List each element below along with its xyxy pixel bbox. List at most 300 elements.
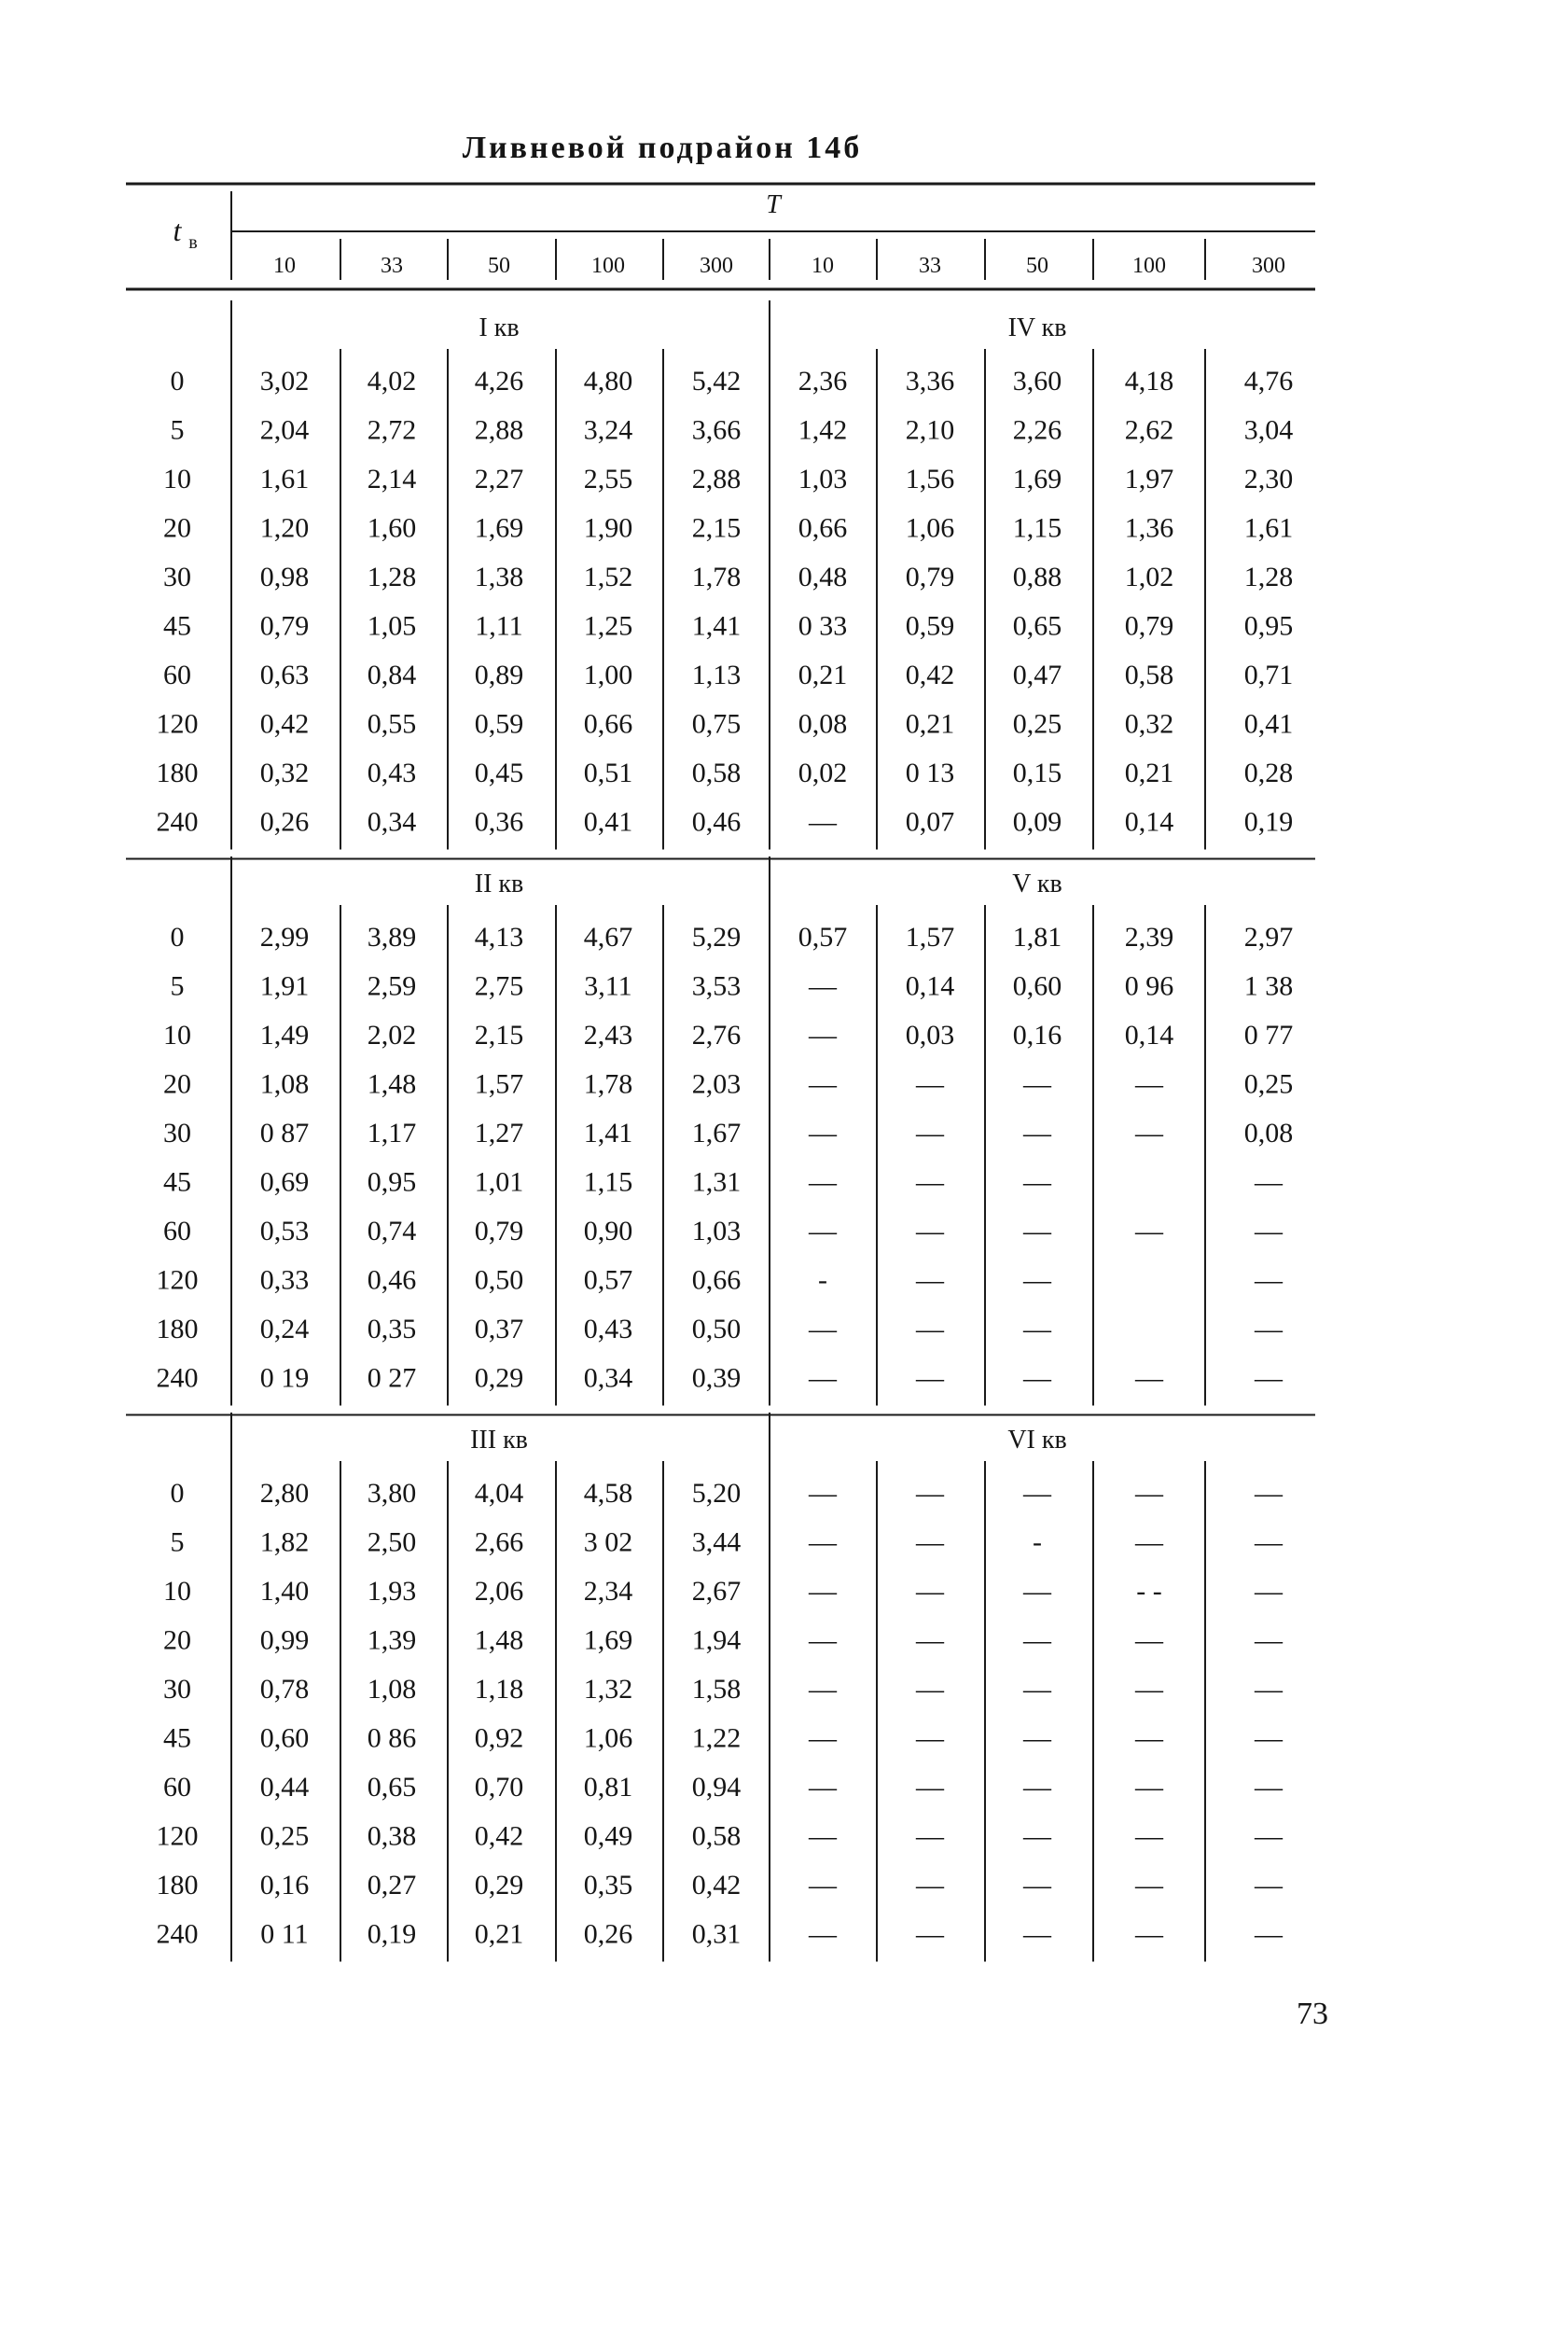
row-t-value: 60 bbox=[163, 660, 191, 690]
table-cell: 5,29 bbox=[691, 922, 742, 953]
table-cell: 0,57 bbox=[583, 1264, 633, 1296]
table-cell: — bbox=[1255, 1624, 1283, 1656]
table-cell: 0,79 bbox=[259, 610, 310, 642]
table-cell: 0,50 bbox=[474, 1264, 524, 1296]
table-cell: 2,50 bbox=[367, 1526, 417, 1558]
table-cell: 0 33 bbox=[798, 610, 848, 642]
table-cell: 0,60 bbox=[259, 1722, 310, 1754]
table-cell: — bbox=[1023, 1068, 1051, 1100]
table-cell: 0,44 bbox=[259, 1772, 310, 1803]
table-cell: 0,81 bbox=[583, 1772, 633, 1803]
table-cell: 0 19 bbox=[259, 1362, 310, 1394]
table-cell: 0,37 bbox=[474, 1314, 524, 1344]
table-cell: — bbox=[1135, 1870, 1163, 1900]
table-cell: 0,89 bbox=[474, 660, 524, 690]
table-cell: 0,24 bbox=[259, 1314, 310, 1344]
table-cell: 2,14 bbox=[367, 464, 417, 494]
table-cell: — bbox=[916, 1674, 944, 1705]
table-cell: 1,08 bbox=[367, 1674, 417, 1705]
table-cell: 1,11 bbox=[475, 610, 523, 642]
row-t-value: 60 bbox=[163, 1216, 191, 1246]
row-t-value: 30 bbox=[163, 562, 191, 592]
table-cell: 1,48 bbox=[474, 1624, 524, 1656]
section-label-left: III кв bbox=[470, 1426, 528, 1455]
table-cell: — bbox=[1255, 1870, 1283, 1900]
table-cell: 1,01 bbox=[474, 1166, 524, 1198]
table-cell: 1,61 bbox=[259, 464, 310, 494]
table-cell: 1,90 bbox=[583, 512, 633, 544]
table-cell: — bbox=[1023, 1118, 1051, 1149]
table-cell: 1,49 bbox=[259, 1020, 310, 1051]
table-cell: — bbox=[1135, 1624, 1163, 1656]
table-cell: 0,59 bbox=[474, 708, 524, 740]
table-cell: — bbox=[1255, 1526, 1283, 1558]
table-cell: 0,49 bbox=[583, 1820, 633, 1852]
table-cell: 0,21 bbox=[474, 1918, 524, 1950]
table-cell: 1,42 bbox=[798, 414, 848, 446]
row-t-value: 45 bbox=[163, 1166, 191, 1198]
table-cell: — bbox=[1135, 1674, 1163, 1705]
table-cell: — bbox=[1023, 1216, 1051, 1246]
table-cell: 1,57 bbox=[474, 1068, 524, 1100]
table-cell: — bbox=[1135, 1362, 1163, 1394]
table-cell: — bbox=[809, 1674, 837, 1705]
table-cell: 2,02 bbox=[367, 1020, 417, 1051]
table-cell: 0,26 bbox=[583, 1918, 633, 1950]
table-cell: 1,52 bbox=[583, 562, 633, 592]
table-cell: 2,10 bbox=[905, 414, 955, 446]
table-cell: 2,88 bbox=[474, 414, 524, 446]
row-header-t: t bbox=[173, 214, 182, 247]
table-cell: — bbox=[1255, 1772, 1283, 1803]
table-cell: — bbox=[916, 1166, 944, 1198]
table-cell: 2,34 bbox=[583, 1576, 633, 1607]
table-cell: 0,19 bbox=[1243, 806, 1294, 838]
table-cell: 0,34 bbox=[367, 806, 417, 838]
table-cell: — bbox=[1135, 1068, 1163, 1100]
table-cell: 1,06 bbox=[905, 512, 955, 544]
table-cell: 0,47 bbox=[1012, 660, 1062, 690]
table-cell: 0,78 bbox=[259, 1674, 310, 1705]
table-cell: 0,84 bbox=[367, 660, 417, 690]
table-cell: 0,57 bbox=[798, 922, 848, 953]
table-cell: 4,67 bbox=[583, 922, 633, 953]
table-cell: — bbox=[916, 1576, 944, 1607]
table-cell: — bbox=[1255, 1216, 1283, 1246]
row-t-value: 180 bbox=[156, 1314, 199, 1344]
table-cell: — bbox=[1023, 1314, 1051, 1344]
table-cell: 2,36 bbox=[798, 366, 848, 397]
table-cell: 2,55 bbox=[583, 464, 633, 494]
row-t-value: 5 bbox=[170, 1526, 185, 1558]
table-cell: 1,13 bbox=[691, 660, 742, 690]
table-cell: 4,80 bbox=[583, 366, 633, 397]
row-t-value: 20 bbox=[163, 1068, 191, 1100]
table-cell: 4,04 bbox=[474, 1478, 524, 1509]
table-cell: 1,32 bbox=[583, 1674, 633, 1705]
period-header: 100 bbox=[1132, 254, 1166, 278]
table-cell: 1,31 bbox=[691, 1166, 742, 1198]
table-cell: 1,69 bbox=[474, 512, 524, 544]
table-cell: — bbox=[1135, 1118, 1163, 1149]
table-cell: 0,79 bbox=[1124, 610, 1174, 642]
table-cell: 1,39 bbox=[367, 1624, 417, 1656]
table-cell: 1,67 bbox=[691, 1118, 742, 1149]
table-cell: 0 27 bbox=[367, 1362, 417, 1394]
table-cell: 0,95 bbox=[367, 1166, 417, 1198]
table-cell: 0,15 bbox=[1012, 758, 1062, 788]
table-cell: 1,82 bbox=[259, 1526, 310, 1558]
table-cell: — bbox=[1135, 1772, 1163, 1803]
table-cell: 1,57 bbox=[905, 922, 955, 953]
table-cell: 2,59 bbox=[367, 970, 417, 1002]
period-header: 33 bbox=[381, 254, 403, 278]
table-cell: - bbox=[1033, 1526, 1042, 1558]
table-cell: 3,80 bbox=[367, 1478, 417, 1509]
table-cell: 3,36 bbox=[905, 366, 955, 397]
table-cell: 0,03 bbox=[905, 1020, 955, 1051]
row-t-value: 240 bbox=[156, 1918, 199, 1950]
table-cell: 3,44 bbox=[691, 1526, 742, 1558]
table-cell: 0,36 bbox=[474, 806, 524, 838]
table-cell: 1,06 bbox=[583, 1722, 633, 1754]
table-cell: 1,41 bbox=[583, 1118, 633, 1149]
table-cell: 0,26 bbox=[259, 806, 310, 838]
table-cell: 0,38 bbox=[367, 1820, 417, 1852]
table-cell: 1,58 bbox=[691, 1674, 742, 1705]
table-cell: 1,00 bbox=[583, 660, 633, 690]
table-cell: 1,20 bbox=[259, 512, 310, 544]
table-cell: 0,16 bbox=[259, 1870, 310, 1900]
table-cell: 1,61 bbox=[1243, 512, 1294, 544]
table-cell: 0,50 bbox=[691, 1314, 742, 1344]
table-cell: 0,75 bbox=[691, 708, 742, 740]
table-cell: 0,53 bbox=[259, 1216, 310, 1246]
table-cell: 0,16 bbox=[1012, 1020, 1062, 1051]
row-t-value: 30 bbox=[163, 1674, 191, 1705]
row-t-value: 10 bbox=[163, 1576, 191, 1607]
section-label-right: IV кв bbox=[1007, 313, 1067, 342]
table-cell: — bbox=[1255, 1918, 1283, 1950]
table-cell: 2,43 bbox=[583, 1020, 633, 1051]
table-cell: — bbox=[809, 1820, 837, 1852]
table-cell: 0,35 bbox=[583, 1870, 633, 1900]
table-cell: 0,46 bbox=[691, 806, 742, 838]
table-cell: 1,78 bbox=[691, 562, 742, 592]
table-cell: — bbox=[1255, 1478, 1283, 1509]
table-cell: — bbox=[916, 1918, 944, 1950]
table-cell: — bbox=[1255, 1314, 1283, 1344]
table-cell: 0,14 bbox=[905, 970, 955, 1002]
table-cell: — bbox=[916, 1722, 944, 1754]
table-cell: — bbox=[1023, 1820, 1051, 1852]
table-cell: 2,97 bbox=[1243, 922, 1294, 953]
table-cell: 0,88 bbox=[1012, 562, 1062, 592]
table-cell: 0,58 bbox=[1124, 660, 1174, 690]
table-cell: — bbox=[1023, 1624, 1051, 1656]
table-cell: — bbox=[809, 1166, 837, 1198]
table-cell: 2,15 bbox=[691, 512, 742, 544]
table-cell: 2,15 bbox=[474, 1020, 524, 1051]
table-cell: 0,25 bbox=[1243, 1068, 1294, 1100]
table-cell: 1,97 bbox=[1124, 464, 1174, 494]
table-cell: 0,29 bbox=[474, 1870, 524, 1900]
row-t-value: 0 bbox=[170, 366, 185, 397]
table-cell: 0,65 bbox=[1012, 610, 1062, 642]
table-cell: 0,90 bbox=[583, 1216, 633, 1246]
period-header: 50 bbox=[488, 254, 510, 278]
table-cell: 5,42 bbox=[691, 366, 742, 397]
table-cell: 0,14 bbox=[1124, 1020, 1174, 1051]
period-header: 10 bbox=[812, 254, 834, 278]
table-cell: 1,15 bbox=[583, 1166, 633, 1198]
table-cell: — bbox=[1135, 1918, 1163, 1950]
table-cell: 3,66 bbox=[691, 414, 742, 446]
table-cell: 0,21 bbox=[905, 708, 955, 740]
table-cell: 1,81 bbox=[1012, 922, 1062, 953]
table-cell: — bbox=[1255, 1674, 1283, 1705]
table-cell: 3,89 bbox=[367, 922, 417, 953]
table-cell: 1,69 bbox=[583, 1624, 633, 1656]
table-cell: 0,51 bbox=[583, 758, 633, 788]
table-cell: — bbox=[1023, 1166, 1051, 1198]
table-cell: — bbox=[1023, 1264, 1051, 1296]
row-t-value: 5 bbox=[170, 970, 185, 1002]
table-cell: 0,79 bbox=[474, 1216, 524, 1246]
table-cell: 0,35 bbox=[367, 1314, 417, 1344]
group-header-T: T bbox=[766, 190, 781, 219]
row-t-value: 10 bbox=[163, 1020, 191, 1051]
table-cell: 0,31 bbox=[691, 1918, 742, 1950]
table-cell: 0,21 bbox=[1124, 758, 1174, 788]
page-number: 73 bbox=[1297, 1997, 1328, 2031]
table-cell: — bbox=[1255, 1166, 1283, 1198]
table-cell: 1,18 bbox=[474, 1674, 524, 1705]
table-cell: 0,29 bbox=[474, 1362, 524, 1394]
table-cell: 2,30 bbox=[1243, 464, 1294, 494]
table-cell: — bbox=[809, 1314, 837, 1344]
table-cell: — bbox=[1023, 1772, 1051, 1803]
table-cell: 0,79 bbox=[905, 562, 955, 592]
table-cell: — bbox=[809, 1362, 837, 1394]
table-cell: 0,65 bbox=[367, 1772, 417, 1803]
table-cell: 2,72 bbox=[367, 414, 417, 446]
table-cell: 0,41 bbox=[1243, 708, 1294, 740]
table-cell: — bbox=[809, 806, 837, 838]
table-cell: 0,43 bbox=[583, 1314, 633, 1344]
table-cell: 0,07 bbox=[905, 806, 955, 838]
table-cell: 2,66 bbox=[474, 1526, 524, 1558]
table-cell: 2,03 bbox=[691, 1068, 742, 1100]
row-t-value: 240 bbox=[156, 806, 199, 838]
table-cell: 3 02 bbox=[583, 1526, 633, 1558]
table-cell: 1,94 bbox=[691, 1624, 742, 1656]
row-t-value: 0 bbox=[170, 922, 185, 953]
table-cell: 4,26 bbox=[474, 366, 524, 397]
table-cell: 0,25 bbox=[1012, 708, 1062, 740]
table-cell: 1,02 bbox=[1124, 562, 1174, 592]
table-cell: — bbox=[916, 1264, 944, 1296]
table-cell: 1,48 bbox=[367, 1068, 417, 1100]
table-cell: — bbox=[1135, 1526, 1163, 1558]
table-cell: 2,27 bbox=[474, 464, 524, 494]
table-cell: 4,13 bbox=[474, 922, 524, 953]
table-cell: 0,39 bbox=[691, 1362, 742, 1394]
table-cell: 1,36 bbox=[1124, 512, 1174, 544]
table-cell: 0,60 bbox=[1012, 970, 1062, 1002]
table-cell: — bbox=[1135, 1478, 1163, 1509]
row-t-value: 180 bbox=[156, 758, 199, 788]
table-cell: 0,46 bbox=[367, 1264, 417, 1296]
table-cell: 0,19 bbox=[367, 1918, 417, 1950]
table-cell: — bbox=[916, 1362, 944, 1394]
row-t-value: 180 bbox=[156, 1870, 199, 1900]
table-cell: 4,02 bbox=[367, 366, 417, 397]
table-cell: 0 11 bbox=[260, 1918, 309, 1950]
table-cell: 4,18 bbox=[1124, 366, 1174, 397]
table-cell: 0,27 bbox=[367, 1870, 417, 1900]
table-cell: 3,53 bbox=[691, 970, 742, 1002]
table-cell: 1,08 bbox=[259, 1068, 310, 1100]
row-t-value: 240 bbox=[156, 1362, 199, 1394]
row-t-value: 45 bbox=[163, 1722, 191, 1754]
table-cell: 2,88 bbox=[691, 464, 742, 494]
period-header: 10 bbox=[273, 254, 296, 278]
table-cell: 2,75 bbox=[474, 970, 524, 1002]
table-cell: 0,58 bbox=[691, 758, 742, 788]
table-cell: — bbox=[1023, 1674, 1051, 1705]
table-cell: 0,32 bbox=[1124, 708, 1174, 740]
row-t-value: 120 bbox=[156, 1264, 199, 1296]
table-cell: — bbox=[1023, 1362, 1051, 1394]
table-cell: — bbox=[1255, 1722, 1283, 1754]
table-cell: — bbox=[1255, 1264, 1283, 1296]
row-header-subscript: в bbox=[188, 232, 198, 253]
table-cell: 0,09 bbox=[1012, 806, 1062, 838]
row-t-value: 20 bbox=[163, 512, 191, 544]
table-cell: 3,04 bbox=[1243, 414, 1294, 446]
table-cell: 1,41 bbox=[691, 610, 742, 642]
table-cell: — bbox=[1255, 1576, 1283, 1607]
table-cell: 0,94 bbox=[691, 1772, 742, 1803]
row-t-value: 120 bbox=[156, 1820, 199, 1852]
section-label-left: I кв bbox=[479, 313, 520, 342]
table-cell: — bbox=[1135, 1722, 1163, 1754]
table-cell: - - bbox=[1136, 1576, 1162, 1607]
section-label-right: V кв bbox=[1012, 870, 1062, 898]
table-cell: 0,66 bbox=[798, 512, 848, 544]
table-cell: 1,91 bbox=[259, 970, 310, 1002]
table-cell: 0,98 bbox=[259, 562, 310, 592]
table-cell: — bbox=[809, 1216, 837, 1246]
row-t-value: 5 bbox=[170, 414, 185, 446]
table-cell: — bbox=[1135, 1216, 1163, 1246]
table-cell: — bbox=[1255, 1820, 1283, 1852]
table-cell: 0,21 bbox=[798, 660, 848, 690]
table-cell: 1,56 bbox=[905, 464, 955, 494]
table-cell: — bbox=[916, 1820, 944, 1852]
table-cell: — bbox=[809, 970, 837, 1002]
table-cell: — bbox=[916, 1478, 944, 1509]
table-cell: 0 86 bbox=[367, 1722, 417, 1754]
table-cell: — bbox=[809, 1624, 837, 1656]
table-cell: 2,26 bbox=[1012, 414, 1062, 446]
table-cell: 0 96 bbox=[1124, 970, 1174, 1002]
table-cell: — bbox=[916, 1068, 944, 1100]
row-t-value: 10 bbox=[163, 464, 191, 494]
table-cell: 1,03 bbox=[798, 464, 848, 494]
table-cell: 0,66 bbox=[583, 708, 633, 740]
table-cell: — bbox=[916, 1624, 944, 1656]
row-t-value: 45 bbox=[163, 610, 191, 642]
table-cell: 2,67 bbox=[691, 1576, 742, 1607]
table-cell: 0,95 bbox=[1243, 610, 1294, 642]
table-cell: 0,02 bbox=[798, 758, 848, 788]
table-cell: 0 77 bbox=[1243, 1020, 1294, 1051]
table-cell: — bbox=[1023, 1722, 1051, 1754]
table-cell: — bbox=[809, 1118, 837, 1149]
table-cell: — bbox=[1023, 1478, 1051, 1509]
row-t-value: 0 bbox=[170, 1478, 185, 1509]
table-cell: 0,66 bbox=[691, 1264, 742, 1296]
table-cell: — bbox=[809, 1478, 837, 1509]
table-cell: 2,99 bbox=[259, 922, 310, 953]
table-cell: 2,76 bbox=[691, 1020, 742, 1051]
table-cell: 1 38 bbox=[1243, 970, 1294, 1002]
table-cell: — bbox=[916, 1772, 944, 1803]
table-cell: 0,55 bbox=[367, 708, 417, 740]
row-t-value: 20 bbox=[163, 1624, 191, 1656]
table-cell: 0,74 bbox=[367, 1216, 417, 1246]
table-cell: 2,80 bbox=[259, 1478, 310, 1509]
table-cell: 0,42 bbox=[474, 1820, 524, 1852]
table-cell: 3,02 bbox=[259, 366, 310, 397]
table-cell: 0,58 bbox=[691, 1820, 742, 1852]
table-cell: 3,24 bbox=[583, 414, 633, 446]
section-label-left: II кв bbox=[474, 870, 524, 898]
table-cell: 0,42 bbox=[905, 660, 955, 690]
table-cell: 0,71 bbox=[1243, 660, 1294, 690]
table-cell: 0,69 bbox=[259, 1166, 310, 1198]
table-cell: 1,40 bbox=[259, 1576, 310, 1607]
table-cell: 0,28 bbox=[1243, 758, 1294, 788]
row-t-value: 60 bbox=[163, 1772, 191, 1803]
period-header: 33 bbox=[919, 254, 941, 278]
table-cell: 1,22 bbox=[691, 1722, 742, 1754]
table-cell: 0,25 bbox=[259, 1820, 310, 1852]
table-cell: 0 87 bbox=[259, 1118, 310, 1149]
table-cell: — bbox=[1135, 1820, 1163, 1852]
table-cell: 1,78 bbox=[583, 1068, 633, 1100]
table-cell: — bbox=[1023, 1918, 1051, 1950]
table-cell: — bbox=[809, 1722, 837, 1754]
table-cell: 0,34 bbox=[583, 1362, 633, 1394]
row-t-value: 120 bbox=[156, 708, 199, 740]
row-t-value: 30 bbox=[163, 1118, 191, 1149]
table-cell: 0 13 bbox=[905, 758, 955, 788]
period-header: 50 bbox=[1026, 254, 1048, 278]
table-cell: 1,28 bbox=[1243, 562, 1294, 592]
page-title: Ливневой подрайон 14б bbox=[462, 131, 863, 165]
table-cell: — bbox=[916, 1870, 944, 1900]
table-cell: 0,92 bbox=[474, 1722, 524, 1754]
table-cell: — bbox=[1255, 1362, 1283, 1394]
table-cell: 1,60 bbox=[367, 512, 417, 544]
table-cell: 4,76 bbox=[1243, 366, 1294, 397]
table-cell: 1,17 bbox=[367, 1118, 417, 1149]
period-header: 300 bbox=[1252, 254, 1285, 278]
table-cell: 4,58 bbox=[583, 1478, 633, 1509]
